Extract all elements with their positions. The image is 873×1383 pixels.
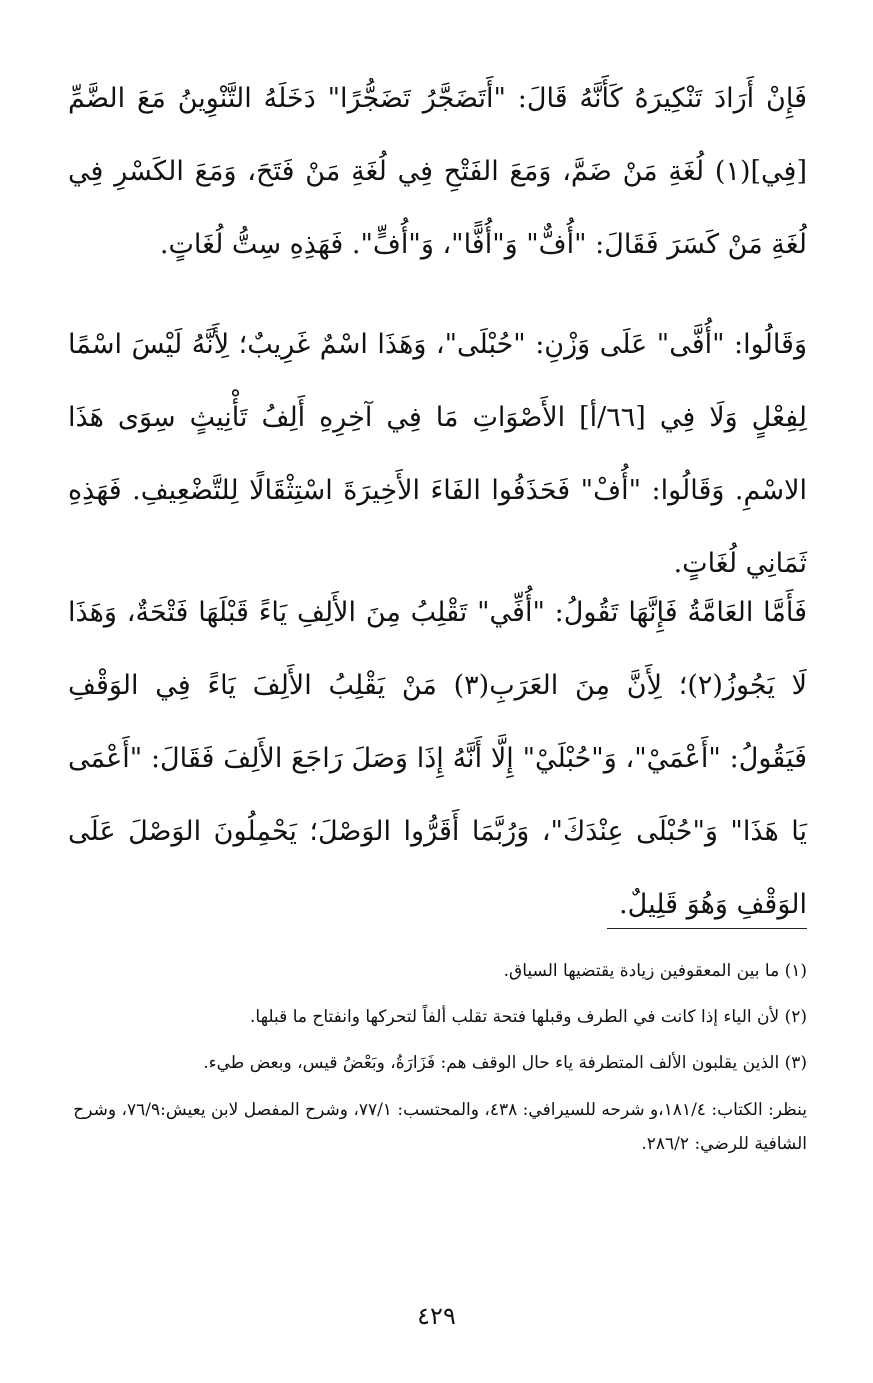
footnote-3-references: ينظر: الكتاب: ١٨١/٤،و شرحه للسيرافي: ٤٣٨، والمحتسب: ٧٧/١، وشرح المفصل لابن يعيش:٧٦/٩، وشرح الشافية للرضي: ٢٨٦/٢. [73,1100,807,1154]
main-text-paragraph-1 [68,62,807,281]
main-text-paragraph-3 [68,576,807,941]
footnotes [68,955,807,1161]
paragraph-text: وَقَالُوا: "أُفَّى" عَلَى وَزْنِ: "حُبْلَى"، وَهَذَا اسْمٌ غَرِيبٌ؛ لِأَنَّهُ لَيْسَ اسْمًا لِفِعْلٍ وَلَا فِي [٦٦/أ] الأَصْوَاتِ مَا فِي آخِرِهِ أَلِفُ تَأْنِيثٍ سِوَى هَذَا الاسْمِ. وَقَالُوا: "أُفْ" فَحَذَفُوا الفَاءَ الأَخِيرَةَ اسْتِثْقَالًا لِلتَّضْعِيفِ. فَهَذِهِ ثَمَانِي لُغَاتٍ. [68,329,807,579]
footnote-2: (٢) لأن الياء إذا كانت في الطرف وقبلها فتحة تقلب ألفاً لتحركها وانفتاح ما قبلها. [249,1007,807,1027]
page-number: ٤٢٩ [417,1302,456,1330]
paragraph-text: فَإِنْ أَرَادَ تَنْكِيرَهُ كَأَنَّهُ قَالَ: "أَتَضَجَّرُ تَضَجُّرًا" دَخَلَهُ التَّنْوِينُ مَعَ الضَّمِّ [فِي](١) لُغَةِ مَنْ ضَمَّ، وَمَعَ الفَتْحِ فِي لُغَةِ مَنْ فَتَحَ، وَمَعَ الكَسْرِ فِي لُغَةِ مَنْ كَسَرَ فَقَالَ: "أُفٌّ" وَ"أُفًّا"، وَ"أُفٍّ". فَهَذِهِ سِتُّ لُغَاتٍ. [68,83,807,260]
footnote-1: (١) ما بين المعقوفين زيادة يقتضيها السياق. [503,961,807,981]
footnote-3: (٣) الذين يقلبون الألف المتطرفة ياء حال الوقف هم: فَزَارَةُ، وبَعْضُ قيس، وبعض طيء. [203,1053,807,1073]
footnote-separator [607,928,807,929]
paragraph-text: فَأَمَّا العَامَّةُ فَإِنَّهَا تَقُولُ: "أُفِّي" تَقْلِبُ مِنَ الأَلِفِ يَاءً قَبْلَهَا فَتْحَةٌ، وَهَذَا لَا يَجُوزُ(٢)؛ لِأَنَّ مِنَ العَرَبِ(٣) مَنْ يَقْلِبُ الأَلِفَ يَاءً فِي الوَقْفِ فَيَقُولُ: "أَعْمَيْ"، وَ"حُبْلَيْ" إِلَّا أَنَّهُ إِذَا وَصَلَ رَاجَعَ الأَلِفَ فَقَالَ: "أَعْمَى يَا هَذَا" وَ"حُبْلَى عِنْدَكَ"، وَرُبَّمَا أَقَرُّوا الوَصْلَ؛ يَحْمِلُونَ الوَصْلَ عَلَى الوَقْفِ وَهُوَ قَلِيلٌ. [68,597,808,920]
main-text-paragraph-2 [68,308,807,600]
